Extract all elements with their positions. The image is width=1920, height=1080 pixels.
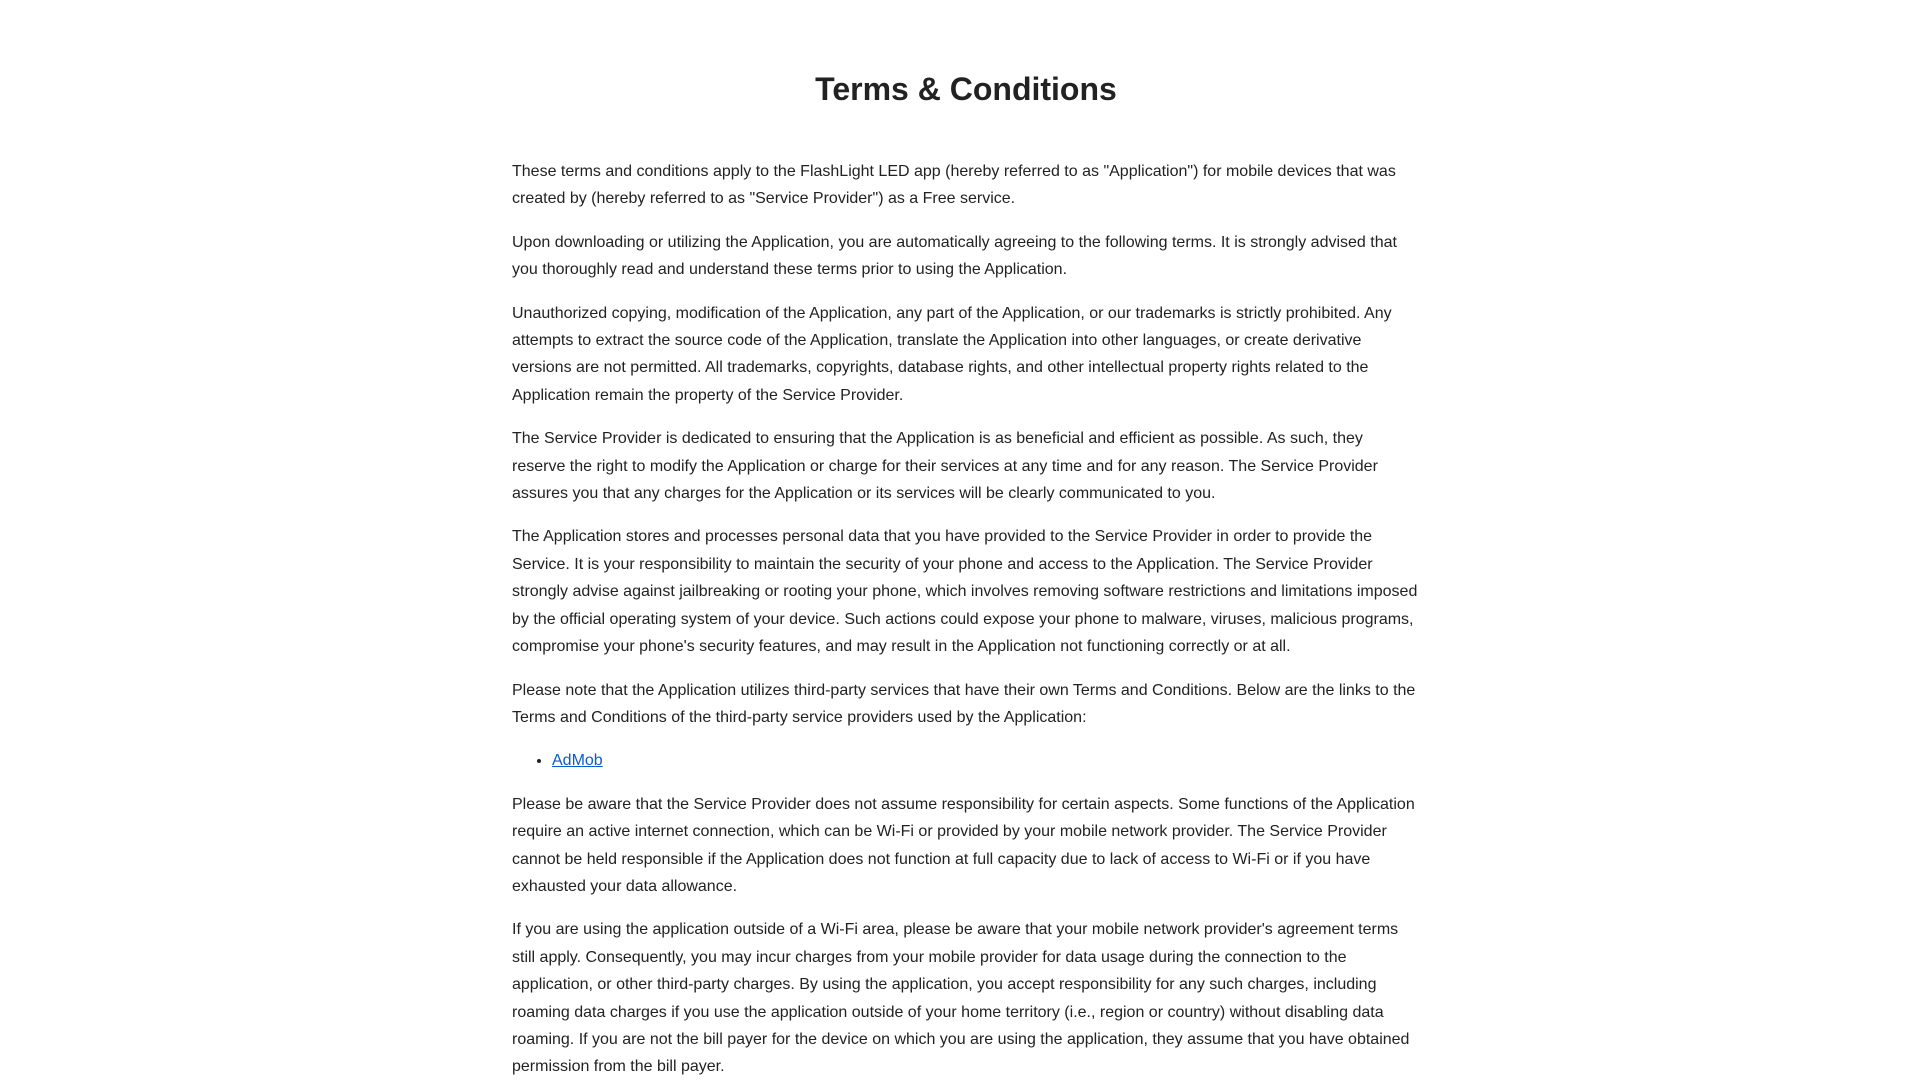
paragraph-third-party: Please note that the Application utilizes third-party services that have their own Terms and Conditions. Below are the links to the Terms and Conditions of the third-party service providers used by the Application: bbox=[512, 681, 1416, 726]
list-item bbox=[552, 747, 1420, 774]
paragraph-personal-data: The Application stores and processes personal data that you have provided to the Service Provider in order to provide the Service. It is your responsibility to maintain the security of your phone and access to the Application. The Service Provider strongly advise against jailbreaking or rooting your phone, which involves removing software restrictions and limitations imposed by the official operating system of your device. Such actions could expose your phone to malware, viruses, malicious programs, compromise your phone's security features, and may result in the Application not functioning correctly or at all. bbox=[512, 528, 1418, 656]
page-title: Terms & Conditions bbox=[815, 71, 1117, 107]
third-party-links-list bbox=[512, 747, 1420, 774]
admob-link[interactable]: AdMob bbox=[552, 752, 603, 770]
paragraph-copying: Unauthorized copying, modification of the Application, any part of the Application, or our trademarks is strictly prohibited. Any attempts to extract the source code of the Application, translate the Application into other languages, or create derivative versions are not permitted. All trademarks, copyrights, database rights, and other intellectual property rights related to the Application remain the property of the Service Provider. bbox=[512, 304, 1392, 404]
terms-content bbox=[512, 0, 1420, 1080]
paragraph-agreement: Upon downloading or utilizing the Application, you are automatically agreeing to the following terms. It is strongly advised that you thoroughly read and understand these terms prior to using the Application. bbox=[512, 233, 1397, 279]
paragraph-responsibility: Please be aware that the Service Provider does not assume responsibility for certain aspects. Some functions of the Application require an active internet connection, which can be Wi-Fi or provided by your mobile network provider. The Service Provider cannot be held responsible if the Application does not function at full capacity due to lack of access to Wi-Fi or if you have exhausted your data allowance. bbox=[512, 795, 1415, 895]
paragraph-intro: These terms and conditions apply to the FlashLight LED app (hereby referred to as "Application") for mobile devices that was created by (hereby referred to as "Service Provider") as a Free service. bbox=[512, 163, 1396, 208]
paragraph-modifications: The Service Provider is dedicated to ensuring that the Application is as beneficial and efficient as possible. As such, they reserve the right to modify the Application or charge for their services at any time and for any reason. The Service Provider assures you that any charges for the Application or its services will be clearly communicated to you. bbox=[512, 430, 1378, 503]
paragraph-roaming: If you are using the application outside of a Wi-Fi area, please be aware that your mobile network provider's agreement terms still apply. Consequently, you may incur charges from your mobile provider for data usage during the connection to the application, or other third-party charges. By using the application, you accept responsibility for any such charges, including roaming data charges if you use the application outside of your home territory (i.e., region or country) without disabling data roaming. If you are not the bill payer for the device on which you are using the application, they assume that you have obtained permission from the bill payer. bbox=[512, 921, 1410, 1076]
